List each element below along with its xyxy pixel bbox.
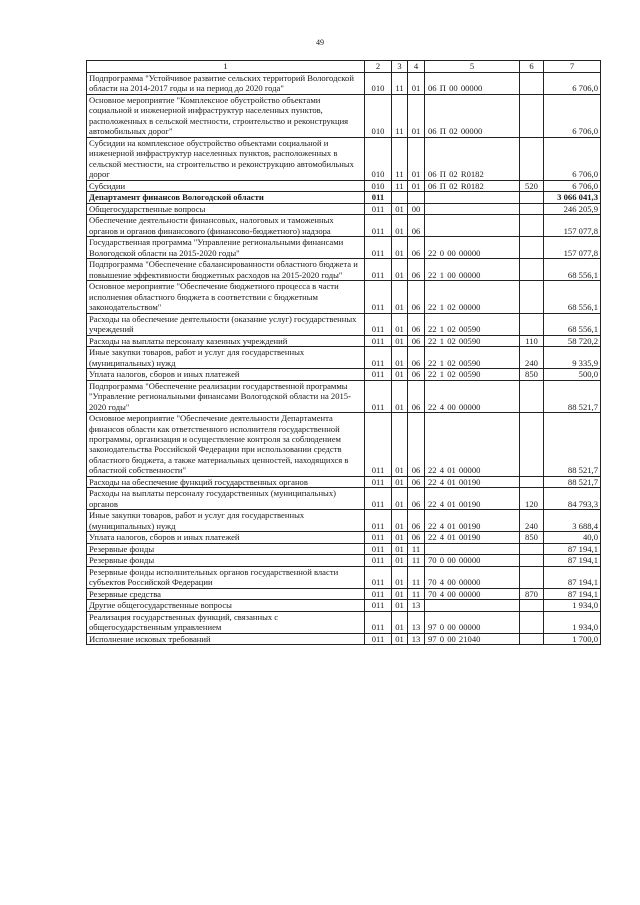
amount-cell: 68 556,1 — [544, 281, 601, 313]
amount-cell: 84 793,3 — [544, 488, 601, 510]
table-row — [87, 611, 601, 633]
section-code-cell: 11 — [392, 73, 408, 95]
department-code-cell: 011 — [365, 369, 392, 380]
page-number: 49 — [316, 38, 324, 47]
subsection-code-cell: 01 — [408, 137, 425, 180]
subsection-code-cell: 00 — [408, 203, 425, 214]
table-row — [87, 380, 601, 412]
subsection-code-cell: 11 — [408, 566, 425, 588]
amount-cell: 87 194,1 — [544, 555, 601, 566]
expense-name-cell: Резервные фонды — [87, 555, 365, 566]
expense-name-cell: Расходы на обеспечение деятельности (оказание услуг) государственных учреждений — [87, 313, 365, 335]
amount-cell: 88 521,7 — [544, 413, 601, 477]
subsection-code-cell: 11 — [408, 555, 425, 566]
department-code-cell: 011 — [365, 633, 392, 644]
target-article-cell: 22 4 00 00000 — [425, 380, 520, 412]
table-row — [87, 237, 601, 259]
target-article-cell: 22 1 02 00590 — [425, 369, 520, 380]
expense-type-cell: 120 — [520, 488, 544, 510]
expense-type-cell: 110 — [520, 335, 544, 346]
amount-cell: 58 720,2 — [544, 335, 601, 346]
expense-name-cell: Субсидии на комплексное обустройство объектами социальной и инженерной инфраструктур населенных пунктов, расположенных в сельской местности, на строительство и реконструкцию автомобильных дорог — [87, 137, 365, 180]
target-article-cell: 22 1 02 00000 — [425, 281, 520, 313]
department-code-cell: 011 — [365, 510, 392, 532]
department-code-cell: 010 — [365, 94, 392, 137]
subsection-code-cell: 06 — [408, 488, 425, 510]
section-code-cell: 01 — [392, 413, 408, 477]
table-row — [87, 633, 601, 644]
department-code-cell: 010 — [365, 137, 392, 180]
department-code-cell: 010 — [365, 73, 392, 95]
department-code-cell: 011 — [365, 380, 392, 412]
header-cell: 7 — [544, 61, 601, 73]
budget-table — [86, 60, 601, 645]
table-row — [87, 369, 601, 380]
table-row — [87, 192, 601, 203]
target-article-cell — [425, 215, 520, 237]
section-code-cell: 01 — [392, 588, 408, 599]
subsection-code-cell: 06 — [408, 510, 425, 532]
department-code-cell: 011 — [365, 237, 392, 259]
subsection-code-cell: 06 — [408, 476, 425, 487]
expense-name-cell: Резервные средства — [87, 588, 365, 599]
expense-type-cell — [520, 413, 544, 477]
expense-name-cell: Субсидии — [87, 180, 365, 191]
target-article-cell: 06 П 02 R0182 — [425, 137, 520, 180]
expense-name-cell: Расходы на обеспечение функций государственных органов — [87, 476, 365, 487]
table-row — [87, 413, 601, 477]
target-article-cell: 22 4 01 00190 — [425, 532, 520, 543]
department-code-cell: 011 — [365, 413, 392, 477]
table-row — [87, 347, 601, 369]
header-cell: 4 — [408, 61, 425, 73]
header-cell: 2 — [365, 61, 392, 73]
subsection-code-cell: 06 — [408, 380, 425, 412]
expense-type-cell — [520, 73, 544, 95]
amount-cell: 68 556,1 — [544, 313, 601, 335]
table-row — [87, 137, 601, 180]
subsection-code-cell: 13 — [408, 600, 425, 611]
table-row — [87, 588, 601, 599]
department-code-cell: 011 — [365, 476, 392, 487]
subsection-code-cell: 06 — [408, 259, 425, 281]
department-code-cell: 011 — [365, 313, 392, 335]
department-code-cell: 011 — [365, 600, 392, 611]
department-code-cell: 011 — [365, 203, 392, 214]
target-article-cell: 70 4 00 00000 — [425, 566, 520, 588]
amount-cell: 6 706,0 — [544, 180, 601, 191]
expense-type-cell — [520, 192, 544, 203]
table-row — [87, 335, 601, 346]
amount-cell: 157 077,8 — [544, 237, 601, 259]
expense-type-cell — [520, 259, 544, 281]
department-code-cell: 011 — [365, 555, 392, 566]
expense-name-cell: Подпрограмма "Обеспечение сбалансированности областного бюджета и повышение эффективности бюджетных расходов на 2015-2020 годы" — [87, 259, 365, 281]
target-article-cell: 06 П 02 00000 — [425, 94, 520, 137]
expense-name-cell: Основное мероприятие "Комплексное обустройство объектами социальной и инженерной инфраструктур населенных пунктов, расположенных в сельской местности, строительство и реконструкция автомобильных дорог" — [87, 94, 365, 137]
subsection-code-cell: 06 — [408, 237, 425, 259]
department-code-cell: 011 — [365, 281, 392, 313]
amount-cell: 9 335,9 — [544, 347, 601, 369]
expense-name-cell: Реализация государственных функций, связанных с общегосударственным управлением — [87, 611, 365, 633]
expense-type-cell — [520, 611, 544, 633]
amount-cell: 1 700,0 — [544, 633, 601, 644]
subsection-code-cell: 01 — [408, 73, 425, 95]
subsection-code-cell: 13 — [408, 611, 425, 633]
table-row — [87, 203, 601, 214]
expense-type-cell — [520, 566, 544, 588]
target-article-cell — [425, 192, 520, 203]
section-code-cell: 01 — [392, 281, 408, 313]
section-code-cell: 01 — [392, 203, 408, 214]
expense-name-cell: Государственная программа "Управление региональными финансами Вологодской области на 2015-2020 годы" — [87, 237, 365, 259]
amount-cell: 157 077,8 — [544, 215, 601, 237]
expense-type-cell — [520, 476, 544, 487]
amount-cell: 3 688,4 — [544, 510, 601, 532]
section-code-cell: 01 — [392, 532, 408, 543]
amount-cell: 1 934,0 — [544, 611, 601, 633]
subsection-code-cell: 06 — [408, 281, 425, 313]
section-code-cell: 01 — [392, 347, 408, 369]
section-code-cell: 01 — [392, 237, 408, 259]
expense-type-cell — [520, 380, 544, 412]
subsection-code-cell: 11 — [408, 543, 425, 554]
target-article-cell — [425, 543, 520, 554]
expense-name-cell: Подпрограмма "Обеспечение реализации государственной программы "Управление региональными финансами Вологодской области на 2015-2020 годы" — [87, 380, 365, 412]
expense-name-cell: Другие общегосударственные вопросы — [87, 600, 365, 611]
section-code-cell: 01 — [392, 369, 408, 380]
table-row — [87, 532, 601, 543]
amount-cell: 88 521,7 — [544, 380, 601, 412]
table-row — [87, 259, 601, 281]
expense-type-cell — [520, 543, 544, 554]
table-header-row — [87, 61, 601, 73]
expense-name-cell: Основное мероприятие "Обеспечение бюджетного процесса в части исполнения областного бюджета в соответствии с бюджетным законодательством" — [87, 281, 365, 313]
table-row — [87, 215, 601, 237]
expense-type-cell: 850 — [520, 532, 544, 543]
target-article-cell: 22 1 02 00590 — [425, 313, 520, 335]
amount-cell: 68 556,1 — [544, 259, 601, 281]
section-code-cell: 01 — [392, 313, 408, 335]
amount-cell: 40,0 — [544, 532, 601, 543]
table-row — [87, 555, 601, 566]
expense-type-cell — [520, 94, 544, 137]
target-article-cell: 06 П 02 R0182 — [425, 180, 520, 191]
department-code-cell: 011 — [365, 215, 392, 237]
section-code-cell: 01 — [392, 259, 408, 281]
amount-cell: 246 205,9 — [544, 203, 601, 214]
section-code-cell: 01 — [392, 488, 408, 510]
table-row — [87, 600, 601, 611]
amount-cell: 6 706,0 — [544, 94, 601, 137]
subsection-code-cell — [408, 192, 425, 203]
amount-cell: 6 706,0 — [544, 73, 601, 95]
section-code-cell: 01 — [392, 215, 408, 237]
expense-name-cell: Резервные фонды исполнительных органов государственной власти субъектов Российской Федерации — [87, 566, 365, 588]
target-article-cell — [425, 600, 520, 611]
table-row — [87, 180, 601, 191]
subsection-code-cell: 06 — [408, 335, 425, 346]
expense-name-cell: Департамент финансов Вологодской области — [87, 192, 365, 203]
amount-cell: 87 194,1 — [544, 588, 601, 599]
section-code-cell: 01 — [392, 543, 408, 554]
header-cell: 3 — [392, 61, 408, 73]
expense-type-cell: 870 — [520, 588, 544, 599]
target-article-cell — [425, 203, 520, 214]
expense-name-cell: Обеспечение деятельности финансовых, налоговых и таможенных органов и органов финансового (финансово-бюджетного) надзора — [87, 215, 365, 237]
department-code-cell: 011 — [365, 259, 392, 281]
target-article-cell: 22 1 02 00590 — [425, 347, 520, 369]
header-cell: 6 — [520, 61, 544, 73]
department-code-cell: 011 — [365, 566, 392, 588]
target-article-cell: 06 П 00 00000 — [425, 73, 520, 95]
department-code-cell: 010 — [365, 180, 392, 191]
header-cell: 5 — [425, 61, 520, 73]
department-code-cell: 011 — [365, 192, 392, 203]
target-article-cell: 22 4 01 00190 — [425, 476, 520, 487]
expense-type-cell — [520, 555, 544, 566]
department-code-cell: 011 — [365, 335, 392, 346]
department-code-cell: 011 — [365, 488, 392, 510]
department-code-cell: 011 — [365, 611, 392, 633]
target-article-cell: 22 1 02 00590 — [425, 335, 520, 346]
target-article-cell: 22 4 01 00000 — [425, 413, 520, 477]
department-code-cell: 011 — [365, 588, 392, 599]
table-row — [87, 313, 601, 335]
subsection-code-cell: 06 — [408, 532, 425, 543]
table-row — [87, 476, 601, 487]
department-code-cell: 011 — [365, 543, 392, 554]
section-code-cell: 01 — [392, 611, 408, 633]
subsection-code-cell: 06 — [408, 347, 425, 369]
section-code-cell: 01 — [392, 600, 408, 611]
expense-type-cell — [520, 137, 544, 180]
subsection-code-cell: 01 — [408, 180, 425, 191]
expense-name-cell: Уплата налогов, сборов и иных платежей — [87, 369, 365, 380]
expense-type-cell: 240 — [520, 347, 544, 369]
expense-type-cell — [520, 600, 544, 611]
section-code-cell: 01 — [392, 566, 408, 588]
section-code-cell — [392, 192, 408, 203]
expense-type-cell — [520, 215, 544, 237]
expense-name-cell: Исполнение исковых требований — [87, 633, 365, 644]
expense-type-cell: 850 — [520, 369, 544, 380]
section-code-cell: 11 — [392, 94, 408, 137]
table-row — [87, 94, 601, 137]
target-article-cell: 22 4 01 00190 — [425, 510, 520, 532]
expense-name-cell: Расходы на выплаты персоналу казенных учреждений — [87, 335, 365, 346]
expense-name-cell: Уплата налогов, сборов и иных платежей — [87, 532, 365, 543]
expense-type-cell — [520, 633, 544, 644]
table-body — [87, 73, 601, 645]
target-article-cell: 97 0 00 00000 — [425, 611, 520, 633]
section-code-cell: 01 — [392, 380, 408, 412]
section-code-cell: 01 — [392, 555, 408, 566]
expense-type-cell: 520 — [520, 180, 544, 191]
expense-type-cell — [520, 237, 544, 259]
section-code-cell: 11 — [392, 137, 408, 180]
table-row — [87, 488, 601, 510]
section-code-cell: 01 — [392, 476, 408, 487]
section-code-cell: 01 — [392, 335, 408, 346]
table-row — [87, 73, 601, 95]
department-code-cell: 011 — [365, 347, 392, 369]
target-article-cell: 70 4 00 00000 — [425, 588, 520, 599]
amount-cell: 87 194,1 — [544, 566, 601, 588]
amount-cell: 6 706,0 — [544, 137, 601, 180]
section-code-cell: 01 — [392, 510, 408, 532]
expense-name-cell: Подпрограмма "Устойчивое развитие сельских территорий Вологодской области на 2014-2017 годы и на период до 2020 года" — [87, 73, 365, 95]
expense-type-cell — [520, 313, 544, 335]
department-code-cell: 011 — [365, 532, 392, 543]
subsection-code-cell: 11 — [408, 588, 425, 599]
expense-type-cell — [520, 281, 544, 313]
amount-cell: 88 521,7 — [544, 476, 601, 487]
section-code-cell: 01 — [392, 633, 408, 644]
subsection-code-cell: 06 — [408, 313, 425, 335]
target-article-cell: 22 0 00 00000 — [425, 237, 520, 259]
amount-cell: 500,0 — [544, 369, 601, 380]
target-article-cell: 97 0 00 21040 — [425, 633, 520, 644]
amount-cell: 1 934,0 — [544, 600, 601, 611]
expense-name-cell: Иные закупки товаров, работ и услуг для государственных (муниципальных) нужд — [87, 510, 365, 532]
subsection-code-cell: 06 — [408, 413, 425, 477]
subsection-code-cell: 06 — [408, 369, 425, 380]
expense-type-cell — [520, 203, 544, 214]
table-row — [87, 281, 601, 313]
subsection-code-cell: 13 — [408, 633, 425, 644]
section-code-cell: 11 — [392, 180, 408, 191]
header-cell: 1 — [87, 61, 365, 73]
expense-name-cell: Основное мероприятие "Обеспечение деятельности Департамента финансов области как ответственного исполнителя государственной программы, организация и осуществление контроля за соблюдением законодательства Российской Федерации при использовании средств областного бюджета, а также материальных ценностей, находящихся в областной собственности" — [87, 413, 365, 477]
subsection-code-cell: 01 — [408, 94, 425, 137]
table-row — [87, 543, 601, 554]
target-article-cell: 22 1 00 00000 — [425, 259, 520, 281]
expense-name-cell: Общегосударственные вопросы — [87, 203, 365, 214]
expense-name-cell: Иные закупки товаров, работ и услуг для государственных (муниципальных) нужд — [87, 347, 365, 369]
expense-name-cell: Резервные фонды — [87, 543, 365, 554]
subsection-code-cell: 06 — [408, 215, 425, 237]
table-row — [87, 566, 601, 588]
expense-name-cell: Расходы на выплаты персоналу государственных (муниципальных) органов — [87, 488, 365, 510]
target-article-cell: 22 4 01 00190 — [425, 488, 520, 510]
target-article-cell: 70 0 00 00000 — [425, 555, 520, 566]
amount-cell: 3 066 041,3 — [544, 192, 601, 203]
amount-cell: 87 194,1 — [544, 543, 601, 554]
expense-type-cell: 240 — [520, 510, 544, 532]
table-row — [87, 510, 601, 532]
